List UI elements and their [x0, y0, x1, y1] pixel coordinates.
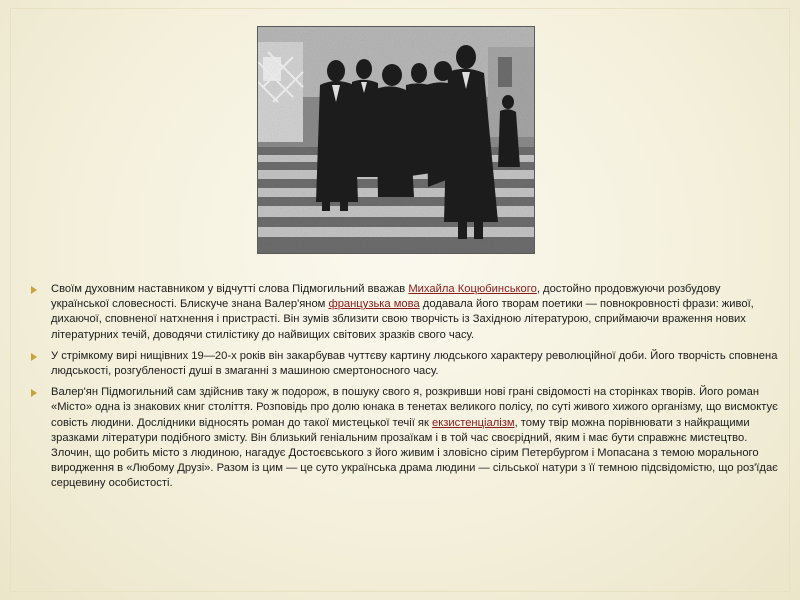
text-link[interactable]: Михайла Коцюбинського [408, 283, 537, 295]
photo-image [258, 27, 534, 253]
bullet-item [31, 282, 781, 343]
bullet-text: , достойно продовжуючи розбудову української словесності. Блискуче знана Валер'яном [51, 283, 721, 311]
group-photo [257, 26, 535, 254]
bullet-text: Своїм духовним наставником у відчутті слова Підмогильний вважав [51, 283, 409, 295]
bullet-arrow-icon [31, 389, 37, 397]
bullet-item [31, 349, 781, 379]
bullet-list [31, 282, 781, 498]
bullet-text: додавала його творам поетики — повнокровності фрази: живої, дихаючої, сповненої натхнення і пристрасті. Він зумів зблизити свою творчість із Західною літературою, сприймаючи враження нових літературних течій, доводячи стилістику до найвищих світових зразків свого часу. [51, 298, 754, 341]
bullet-text: , тому твір можна порівнювати з найкращими зразками літератури подібного змісту. Він близький геніальним прозаїкам і в той час своєрідний, яким і має бути справжнє мистецтво. Злочин, що робить місто з людиною, нагадує Достоєвського з його живим і зловісно сірим Петербургом і Мопасана з темою морального виродження в «Любому Друзі». Разом із цим — це суто українська драма людини — сільської натури з її темною підсвідомістю, що роз'їдає серцевину особистості. [51, 416, 778, 490]
bullet-text: У стрімкому вирі нищівних 19—20-х років він закарбував чуттєву картину людського характеру революційної доби. Його творчість сповнена людськості, розгубленості душі в змаганні з машиною смертоносного часу. [51, 349, 778, 378]
bullet-item [31, 385, 781, 491]
bullet-arrow-icon [31, 353, 37, 361]
text-link[interactable]: французька мова [328, 298, 420, 311]
bullet-arrow-icon [31, 286, 37, 294]
text-link[interactable]: екзистенціалізм [432, 416, 515, 429]
bullet-text: Валер'ян Підмогильний сам здійснив таку ж подорож, в пошуку свого я, розкривши нові грані свідомості на сторінках творів. Його роман «Місто» одна із знакових книг століття. Розповідь про долю юнака в тенетах великого полісу, по суті живого хижого організму, що висмоктує совість людини. Дослідники відносять роман до такої мистецької течії як [51, 386, 778, 429]
